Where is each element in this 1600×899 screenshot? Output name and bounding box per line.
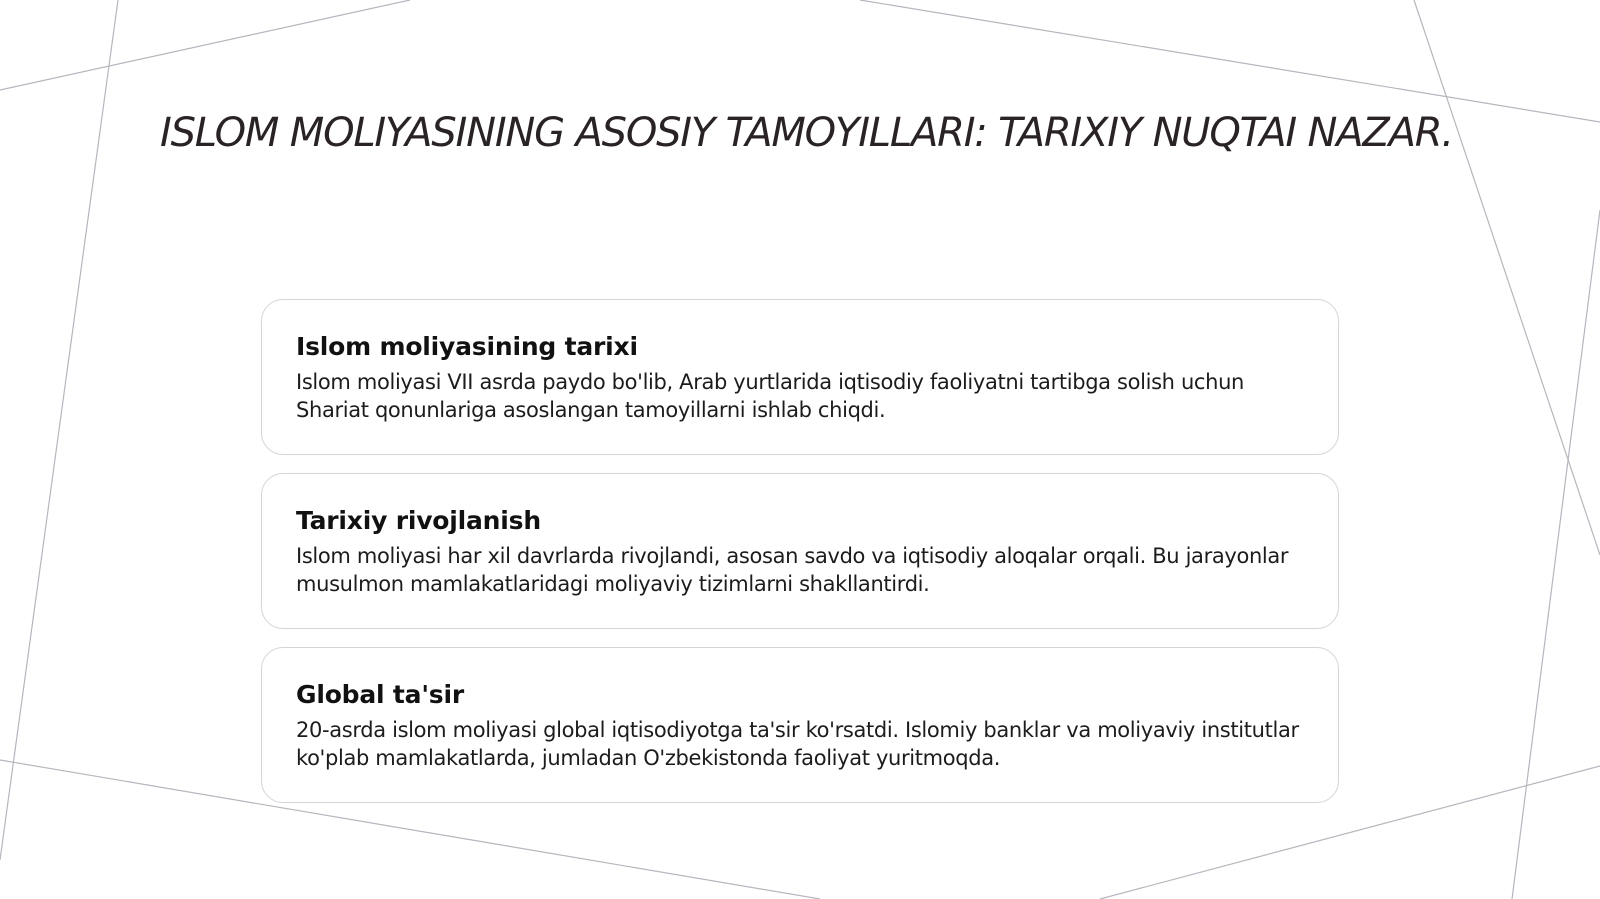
card-heading: Tarixiy rivojlanish [296,506,541,535]
card-history [261,299,1339,455]
card-body: Islom moliyasi VII asrda paydo bo'lib, Arab yurtlarida iqtisodiy faoliyatni tartibga solish uchun Shariat qonunlariga asoslangan tamoyillarni ishlab chiqdi. [296,370,1244,422]
card-heading: Islom moliyasining tarixi [296,332,638,361]
decor-line-left-vertical [0,0,118,860]
card-development [261,473,1339,629]
decor-line-top-right [860,0,1600,122]
card-global-impact [261,647,1339,803]
card-heading: Global ta'sir [296,680,464,709]
card-list [261,299,1339,821]
decor-line-right-diagonal [1414,0,1600,555]
card-body: Islom moliyasi har xil davrlarda rivojlandi, asosan savdo va iqtisodiy aloqalar orqali. Bu jarayonlar musulmon mamlakatlaridagi moliyaviy tizimlarni shakllantirdi. [296,544,1289,596]
decor-line-top-left [0,0,410,90]
slide-title: ISLOM MOLIYASINING ASOSIY TAMOYILLARI: TARIXIY NUQTAI NAZAR. [160,110,1453,156]
card-body: 20-asrda islom moliyasi global iqtisodiyotga ta'sir ko'rsatdi. Islomiy banklar va moliyaviy institutlar ko'plab mamlakatlarda, jumladan O'zbekistonda faoliyat yuritmoqda. [296,718,1299,770]
decor-line-right-vertical [1512,210,1600,899]
